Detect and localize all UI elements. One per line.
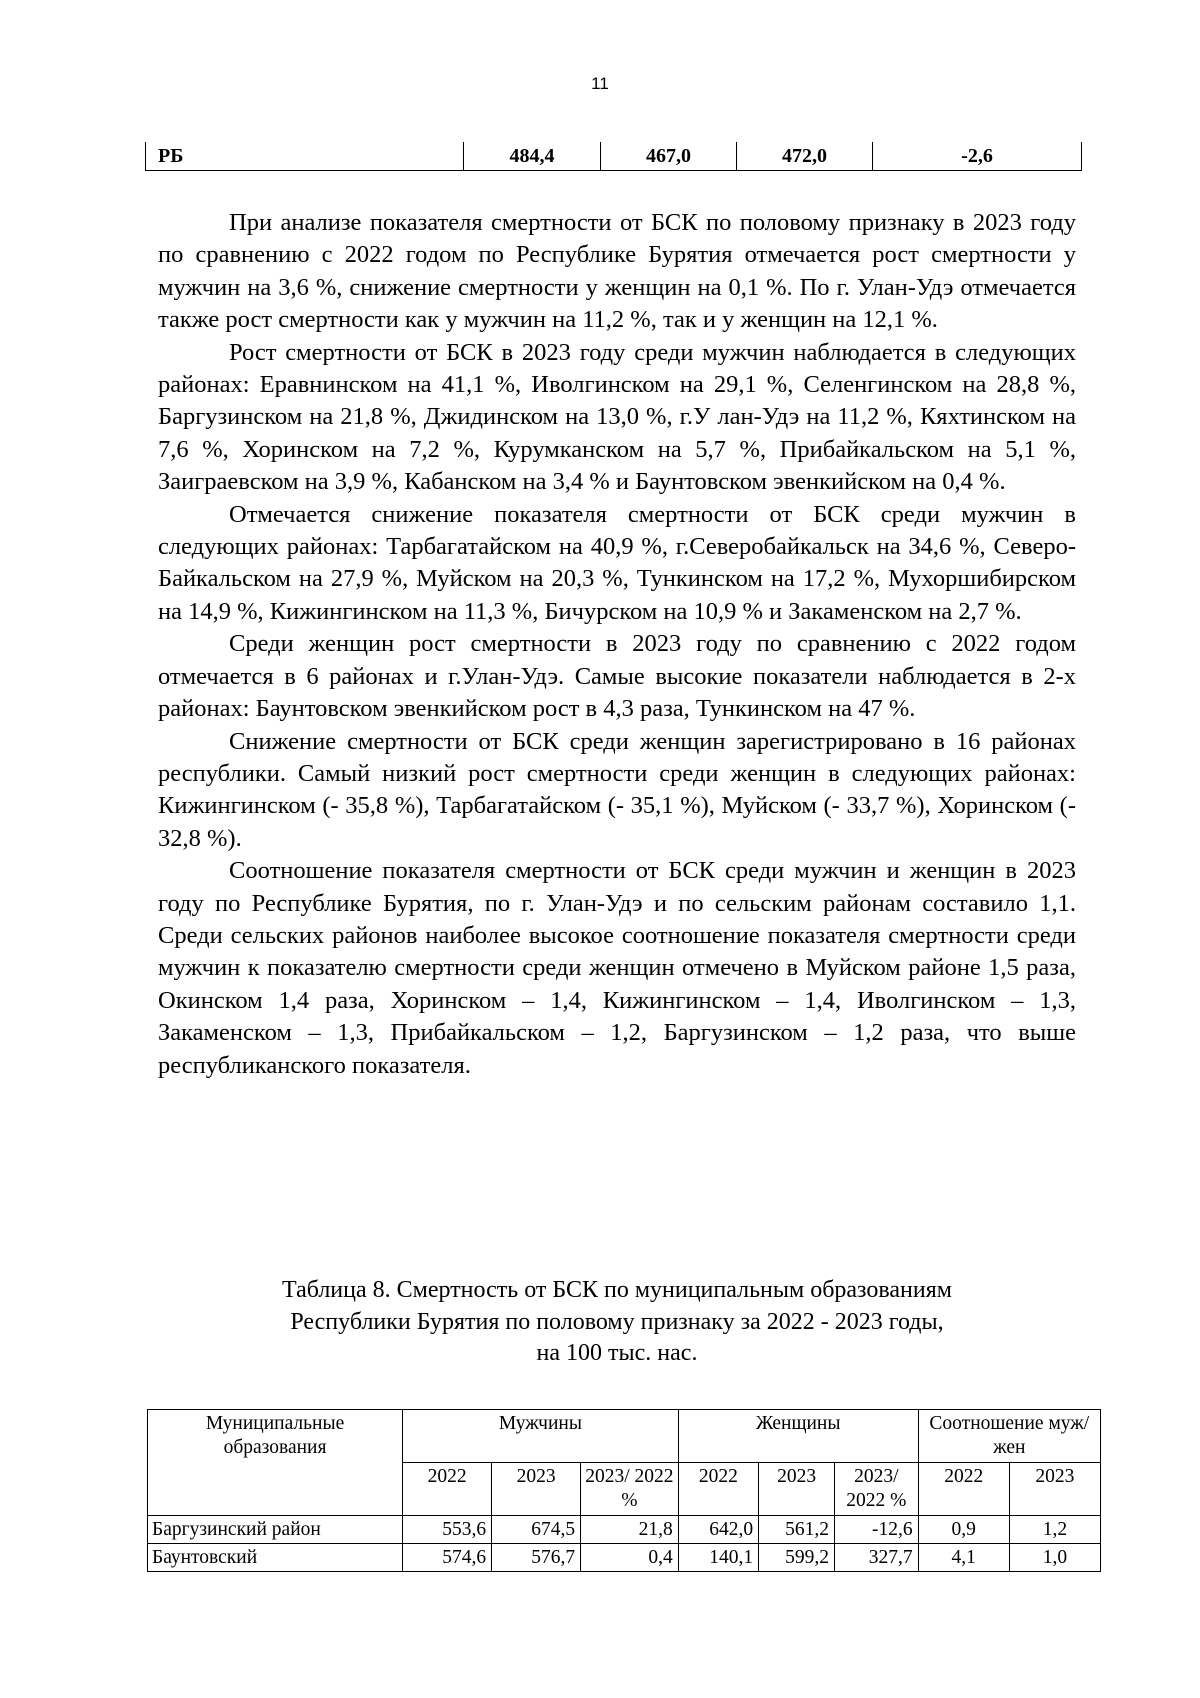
column-header-year: 2022 (918, 1463, 1009, 1516)
body-text (158, 207, 1076, 1082)
table-cell: 0,4 (581, 1544, 679, 1572)
table-header-row (148, 1410, 1101, 1463)
table-cell: 674,5 (492, 1516, 581, 1544)
page-number: 11 (591, 74, 609, 93)
region-cell: РБ (146, 142, 464, 171)
column-header-year: 2022 (678, 1463, 758, 1516)
table-cell: 599,2 (759, 1544, 835, 1572)
mortality-table (147, 1409, 1101, 1572)
caption-line: Таблица 8. Смертность от БСК по муниципальным образованиям (282, 1277, 952, 1303)
table-row (148, 1516, 1101, 1544)
table-cell: 553,6 (403, 1516, 492, 1544)
table-cell: 576,7 (492, 1544, 581, 1572)
table-cell: 0,9 (918, 1516, 1009, 1544)
column-header-change: 2023/ 2022 % (581, 1463, 679, 1516)
table-cell: 1,0 (1009, 1544, 1100, 1572)
paragraph: Рост смертности от БСК в 2023 году среди мужчин наблюдается в следующих районах: Еравнинском на 41,1 %, Иволгинском на 29,1 %, Селенгинском на 28,8 %, Баргузинском на 21,8 %, Джидинском на 13,0 %, г.У лан-Удэ на 11,2 %, Кяхтинском на 7,6 %, Хоринском на 7,2 %, Курумканском на 5,7 %, Прибайкальском на 5,1 %, Заиграевском на 3,9 %, Кабанском на 3,4 % и Баунтовском эвенкийском на 0,4 %. (158, 338, 1076, 496)
paragraph: Отмечается снижение показателя смертности от БСК среди мужчин в следующих районах: Тарбагатайском на 40,9 %, г.Северобайкальск на 34,6 %, Северо-Байкальском на 27,9 %, Муйском на 20,3 %, Тункинском на 17,2 %, Мухоршибирском на 14,9 %, Кижингинском на 11,3 %, Бичурском на 10,9 % и Закаменском на 2,7 %. (158, 500, 1076, 625)
value-cell: 472,0 (737, 142, 873, 171)
column-header-women: Женщины (678, 1410, 918, 1463)
table-cell: 21,8 (581, 1516, 679, 1544)
column-header-change: 2023/ 2022 % (835, 1463, 919, 1516)
paragraph: Среди женщин рост смертности в 2023 году по сравнению с 2022 годом отмечается в 6 районах и г.Улан-Удэ. Самые высокие показатели наблюдается в 2-х районах: Баунтовском эвенкийском рост в 4,3 раза, Тункинском на 47 %. (158, 630, 1076, 723)
column-header-year: 2023 (759, 1463, 835, 1516)
value-cell: 484,4 (464, 142, 601, 171)
table-cell: 4,1 (918, 1544, 1009, 1572)
municipal-name-cell: Баргузинский район (148, 1516, 403, 1544)
column-header-year: 2023 (492, 1463, 581, 1516)
caption-line: Республики Бурятия по половому признаку за 2022 - 2023 годы, (290, 1308, 944, 1335)
paragraph: При анализе показателя смертности от БСК по половому признаку в 2023 году по сравнению с 2022 годом по Республике Бурятия отмечается рост смертности у мужчин на 3,6 %, снижение смертности у женщин на 0,1 %. По г. Улан-Удэ отмечается также рост смертности как у мужчин на 11,2 %, так и у женщин на 12,1 %. (158, 209, 1076, 334)
table-row (148, 1544, 1101, 1572)
column-header-men: Мужчины (403, 1410, 679, 1463)
caption-line: на 100 тыс. нас. (536, 1340, 698, 1366)
table-cell: 574,6 (403, 1544, 492, 1572)
column-header-year: 2022 (403, 1463, 492, 1516)
table-row (146, 142, 1082, 171)
table-cell: 561,2 (759, 1516, 835, 1544)
value-cell: -2,6 (873, 142, 1082, 171)
table-cell: -12,6 (835, 1516, 919, 1544)
table-cell: 140,1 (678, 1544, 758, 1572)
table-cell: 1,2 (1009, 1516, 1100, 1544)
column-header-year: 2023 (1009, 1463, 1100, 1516)
column-header-ratio: Соотношение муж/жен (918, 1410, 1100, 1463)
summary-table-fragment (145, 142, 1082, 171)
value-cell: 467,0 (601, 142, 737, 171)
table-caption (158, 1275, 1076, 1370)
municipal-name-cell: Баунтовский (148, 1544, 403, 1572)
table-cell: 327,7 (835, 1544, 919, 1572)
paragraph: Соотношение показателя смертности от БСК среди мужчин и женщин в 2023 году по Республике Бурятия, по г. Улан-Удэ и по сельским районам составило 1,1. Среди сельских районов наиболее высокое соотношение показателя смертности среди мужчин к показателю смертности среди женщин отмечено в Муйском районе 1,5 раза, Окинском 1,4 раза, Хоринском – 1,4, Кижингинском – 1,4, Иволгинском – 1,3, Закаменском – 1,3, Прибайкальском – 1,2, Баргузинском – 1,2 раза, что выше республиканского показателя. (158, 857, 1076, 1079)
column-header-municipal: Муниципальные образования (148, 1410, 403, 1516)
paragraph: Снижение смертности от БСК среди женщин зарегистрировано в 16 районах республики. Самый низкий рост смертности среди женщин в следующих районах: Кижингинском (- 35,8 %), Тарбагатайском (- 35,1 %), Муйском (- 33,7 %), Хоринском (- 32,8 %). (158, 727, 1076, 852)
table-cell: 642,0 (678, 1516, 758, 1544)
